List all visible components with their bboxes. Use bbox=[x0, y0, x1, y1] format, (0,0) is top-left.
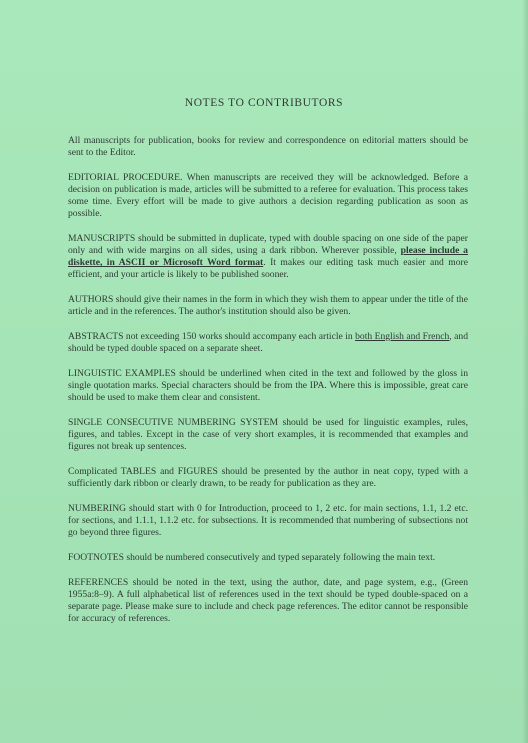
tables-figures-paragraph bbox=[68, 466, 468, 490]
footnotes-heading: FOOTNOTES bbox=[68, 552, 124, 563]
manuscripts-text-after: . It makes our editing task much easier and more efficient, and your article is likely to be published sooner. bbox=[68, 257, 468, 280]
editorial-procedure-heading: EDITORIAL PROCEDURE. bbox=[68, 172, 183, 183]
numbering-text: should start with 0 for Introduction, proceed to 1, 2 etc. for main sections, 1.1, 1.2 etc. for sections, and 1.1.1, 1.1.2 etc. for subsections. It is recommended that numbering of subsections not go beyond three figures. bbox=[68, 503, 468, 538]
intro-paragraph bbox=[68, 135, 468, 159]
references-text: should be noted in the text, using the author, date, and page system, e.g., (Green 1955a:8–9). A full alphabetical list of references used in the text should be typed double-spaced on a separate page. Please make sure to include and check page references. The editor cannot be responsible for accuracy of references. bbox=[68, 577, 468, 624]
diskette-emphasis: please include a diskette, in ASCII or Microsoft Word format bbox=[68, 245, 468, 268]
numbering-system-paragraph bbox=[68, 417, 468, 453]
footnotes-paragraph bbox=[68, 552, 468, 564]
manuscripts-text-before: should be submitted in duplicate, typed with double spacing on one side of the paper only and with wide margins on all sides, using a dark ribbon. Wherever possible, bbox=[68, 233, 468, 256]
references-heading: REFERENCES bbox=[68, 577, 129, 588]
authors-paragraph bbox=[68, 294, 468, 318]
abstracts-heading: ABSTRACTS bbox=[68, 331, 124, 342]
tables-figures-text: should be presented by the author in neat copy, typed with a sufficiently dark ribbon or clearly drawn, to be ready for publication as they are. bbox=[68, 466, 468, 489]
footnotes-text: should be numbered consecutively and typed separately following the main text. bbox=[123, 552, 436, 563]
authors-text: should give their names in the form in which they wish them to appear under the title of the article and in the references. The author's institution should also be given. bbox=[68, 294, 468, 317]
manuscripts-paragraph bbox=[68, 233, 468, 281]
linguistic-examples-text: should be underlined when cited in the text and followed by the gloss in single quotation marks. Special characters should be from the IPA. Where this is impossible, great care should be used to make them clear and consistent. bbox=[68, 368, 468, 403]
numbering-heading: NUMBERING bbox=[68, 503, 127, 514]
references-paragraph bbox=[68, 577, 468, 625]
abstracts-text-before: not exceeding 150 works should accompany each article in bbox=[123, 331, 356, 342]
linguistic-examples-paragraph bbox=[68, 368, 468, 404]
numbering-paragraph bbox=[68, 503, 468, 539]
abstracts-text-after: , and should be typed double spaced on a separate sheet. bbox=[68, 331, 468, 354]
page-title: NOTES TO CONTRIBUTORS bbox=[184, 97, 344, 109]
manuscripts-heading: MANUSCRIPTS bbox=[68, 233, 136, 244]
editorial-procedure-text: When manuscripts are received they will be acknowledged. Before a decision on publication is made, articles will be submitted to a referee for evaluation. This process takes some time. Every effort will be made to give authors a decision regarding publication as soon as possible. bbox=[68, 172, 468, 219]
document-body bbox=[68, 135, 468, 638]
editorial-procedure-paragraph bbox=[68, 172, 468, 220]
numbering-system-text: should be used for linguistic examples, rules, figures, and tables. Except in the case of very short examples, it is recommended that examples and figures not break up sentences. bbox=[68, 417, 468, 452]
abstracts-paragraph bbox=[68, 331, 468, 355]
linguistic-examples-heading: LINGUISTIC EXAMPLES bbox=[68, 368, 176, 379]
numbering-system-heading: SINGLE CONSECUTIVE NUMBERING SYSTEM bbox=[68, 417, 279, 428]
languages-emphasis: both English and French bbox=[355, 331, 450, 342]
tables-figures-heading: Complicated TABLES and FIGURES bbox=[68, 466, 218, 477]
intro-text: All manuscripts for publication, books for review and correspondence on editorial matters should be sent to the Editor. bbox=[68, 135, 468, 158]
authors-heading: AUTHORS bbox=[68, 294, 114, 305]
